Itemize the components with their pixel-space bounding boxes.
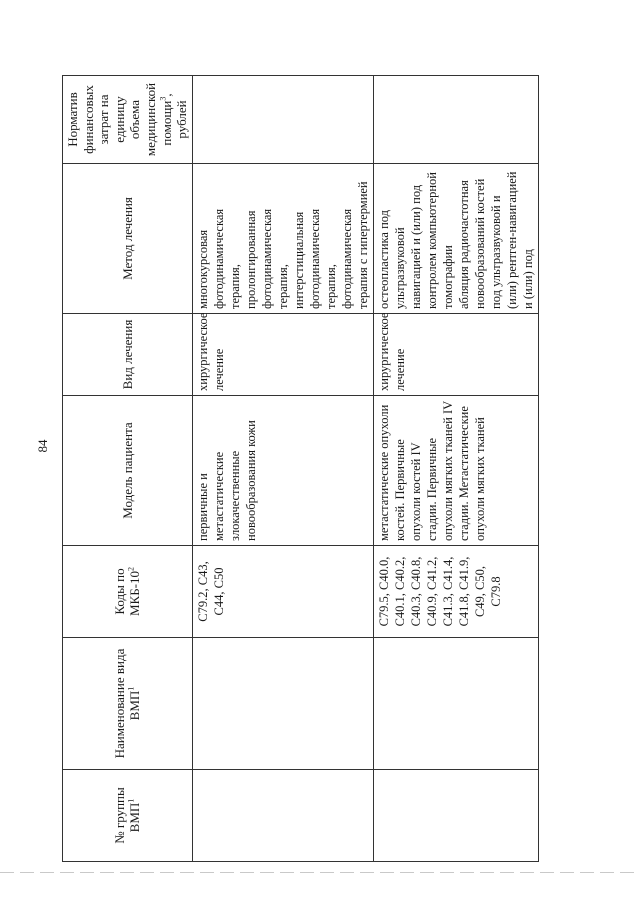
header-name: Наименование вида ВМП$^1$ [63, 638, 193, 770]
scan-artifact-line [0, 872, 640, 873]
header-treatment-type: Вид лечения [63, 314, 193, 396]
cell-method: многокурсовая фотодинамическая терапия, пролонгированная фотодинамическая терапия, интерстициальная фотодинамическая терапия, фотодинамическая терапия с гипертермией [192, 164, 373, 314]
cell-group-no [192, 770, 373, 862]
header-norm: Норматив финансовых затрат на единицу объема медицинской помощи$^3$, рублей [63, 76, 193, 164]
cell-codes: C79.2, C43, C44, C50 [192, 546, 373, 638]
header-method: Метод лечения [63, 164, 193, 314]
table-row [373, 76, 538, 862]
landscape-table-container [62, 76, 535, 862]
cell-group-no [373, 770, 538, 862]
cell-codes: C79.5, C40.0, C40.1, C40.2, C40.3, C40.8, C40.9, C41.2, C41.3, C41.4, C41.8, C41.9, C49, C50, C79.8 [373, 546, 538, 638]
header-model: Модель пациента [63, 396, 193, 546]
cell-method: остеопластика под ультразвуковой навигацией и (или) под контролем компьютерной томографии абляция радиочастотная новообразований костей под ультразвуковой и (или) рентген-навигацией и (или) под [373, 164, 538, 314]
cell-norm [373, 76, 538, 164]
table-row [192, 76, 373, 862]
vmp-table [62, 75, 539, 862]
cell-name [192, 638, 373, 770]
cell-norm [192, 76, 373, 164]
header-group-no: № группы ВМП$^1$ [63, 770, 193, 862]
cell-treatment-type: хирургическое лечение [373, 314, 538, 396]
table-header-row [63, 76, 193, 862]
page-number: 84 [35, 439, 50, 453]
cell-name [373, 638, 538, 770]
cell-model: метастатические опухоли костей. Первичные опухоли костей IV стадии. Первичные опухоли мягких тканей IV стадии. Метастатические опухоли мягких тканей [373, 396, 538, 546]
cell-model: первичные и метастатические злокачественные новообразования кожи [192, 396, 373, 546]
rotated-table-wrapper [62, 76, 535, 862]
cell-treatment-type: хирургическое лечение [192, 314, 373, 396]
header-codes: Коды по МКБ-$10^2$ [63, 546, 193, 638]
